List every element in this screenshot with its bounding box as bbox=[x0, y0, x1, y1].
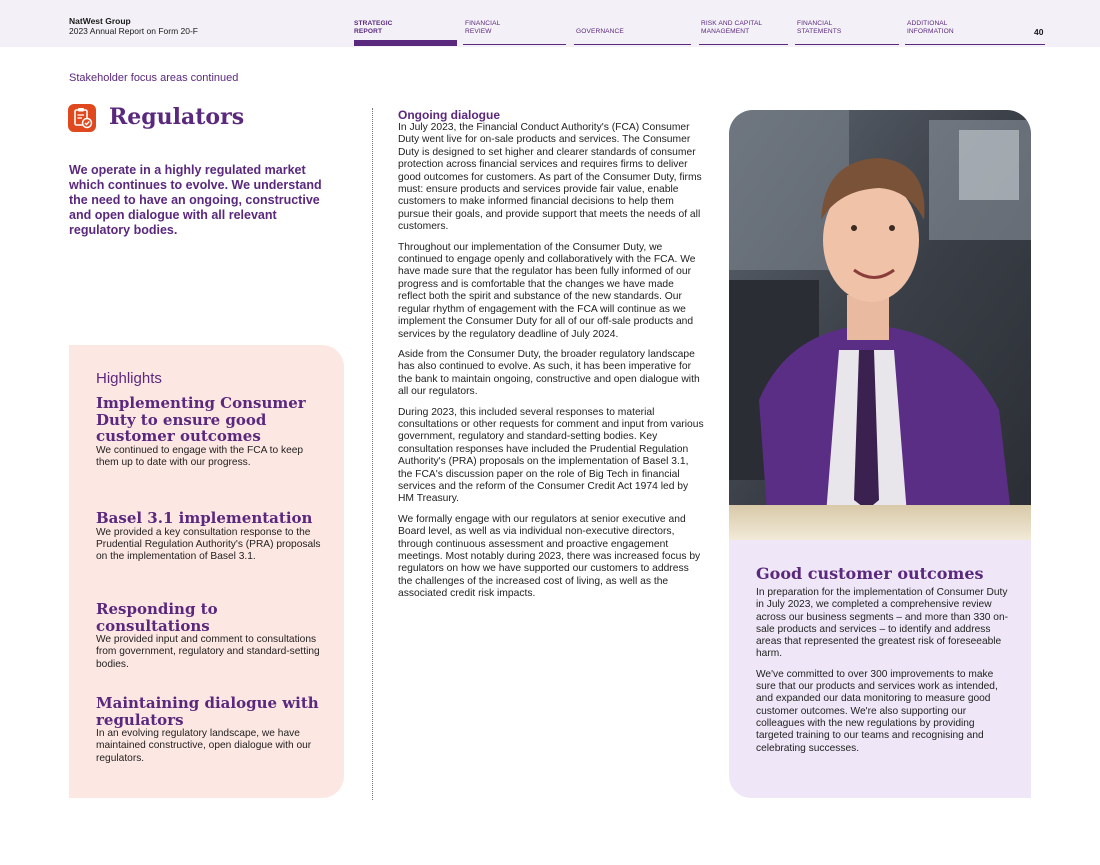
nav-additional-information[interactable]: ADDITIONAL INFORMATION bbox=[907, 20, 954, 35]
highlights-panel bbox=[69, 345, 344, 798]
brand bbox=[69, 16, 198, 36]
highlights-heading: Highlights bbox=[96, 370, 162, 387]
paragraph: During 2023, this included several responses to material consultations or other requests for comment and input from various government, regulatory and standard-setting bodies. Key consultation responses have included the Prudential Regulation Authority's (PRA) proposals on the implementation of Basel 3.1, the FCA's discussion paper on the role of Big Tech in financial services and the reform of the Consumer Credit Act 1974 led by HM Treasury. bbox=[398, 406, 704, 505]
report-name: 2023 Annual Report on Form 20-F bbox=[69, 26, 198, 36]
highlight-title: Responding to consultations bbox=[96, 600, 218, 635]
good-customer-outcomes-panel bbox=[729, 540, 1031, 798]
breadcrumb: Stakeholder focus areas continued bbox=[69, 72, 239, 84]
nav-financial-review[interactable]: FINANCIAL REVIEW bbox=[465, 20, 501, 35]
main-column bbox=[398, 108, 704, 609]
paragraph: Throughout our implementation of the Consumer Duty, we continued to engage openly and collaboratively with the FCA. We have made sure that the regulator has been fully informed of our progress and is comfortable that the changes we have made reflect both the spirit and substance of the new standards. Our regular rhythm of engagement with the FCA will continue as we implement the Consumer Duty for all of our off-sale products and services by the regulatory deadline of July 2024. bbox=[398, 241, 696, 340]
callout-title: Good customer outcomes bbox=[756, 564, 984, 583]
nav-underline bbox=[795, 44, 899, 45]
highlight-item bbox=[96, 395, 326, 469]
highlight-title: Implementing Consumer Duty to ensure good customer outcomes bbox=[96, 394, 306, 445]
highlight-title: Maintaining dialogue with regulators bbox=[96, 694, 319, 729]
nav-underline bbox=[574, 44, 691, 45]
nav-underline bbox=[699, 44, 788, 45]
nav-governance[interactable]: GOVERNANCE bbox=[576, 28, 624, 35]
page-number: 40 bbox=[1034, 27, 1044, 37]
paragraph: In July 2023, the Financial Conduct Authority's (FCA) Consumer Duty went live for on-sale products and services. The Consumer Duty is designed to set higher and clearer standards of consumer protection across financial services and requires firms to deliver good outcomes for customers. As part of the Consumer Duty, firms must: ensure products and services provide fair value, enable customers to make informed financial decisions to help them pursue their goals, and provide support that meets the needs of all customers. bbox=[398, 122, 702, 233]
nav-underline bbox=[463, 44, 566, 45]
callout-paragraph: We've committed to over 300 improvements to make sure that our products and services work as intended, and expanded our data monitoring to measure good customer outcomes. We're also supporting our colleagues with the new regulations by providing targeted training to our teams and recognising and celebrating successes. bbox=[756, 668, 998, 754]
paragraph: Aside from the Consumer Duty, the broader regulatory landscape has also continued to evolve. As such, it has been imperative for the bank to maintain ongoing, constructive and open dialogue with all our regulators. bbox=[398, 348, 700, 398]
callout-paragraph: In preparation for the implementation of Consumer Duty in July 2023, we completed a comprehensive review across our business segments – and more than 330 on-sale products and services – to identify and address areas that represented the greatest risk of foreseeable harm. bbox=[756, 587, 1009, 660]
nav-active-indicator bbox=[354, 40, 457, 46]
page-title: Regulators bbox=[109, 104, 245, 130]
nav-financial-statements[interactable]: FINANCIAL STATEMENTS bbox=[797, 20, 842, 35]
highlight-item bbox=[96, 695, 326, 765]
page-header bbox=[0, 0, 1100, 47]
company-name: NatWest Group bbox=[69, 16, 131, 26]
nav-underline bbox=[905, 44, 1045, 45]
highlight-title: Basel 3.1 implementation bbox=[96, 509, 313, 527]
highlight-item bbox=[96, 601, 326, 671]
column-divider bbox=[372, 108, 373, 800]
nav-risk-capital[interactable]: RISK AND CAPITAL MANAGEMENT bbox=[701, 20, 763, 35]
lead-statement: We operate in a highly regulated market which continues to evolve. We understand the need to have an ongoing, constructive and open dialogue with all relevant regulatory bodies. bbox=[69, 163, 322, 237]
highlight-text: We continued to engage with the FCA to keep them up to date with our progress. bbox=[96, 444, 304, 468]
section-heading: Ongoing dialogue bbox=[398, 108, 500, 122]
nav-strategic-report[interactable]: STRATEGIC REPORT bbox=[354, 20, 393, 35]
clipboard-check-icon bbox=[68, 104, 96, 132]
highlight-text: We provided input and comment to consultations from government, regulatory and standard-setting bodies. bbox=[96, 634, 320, 670]
colleague-photo bbox=[729, 110, 1031, 540]
highlight-item bbox=[96, 510, 326, 564]
paragraph: We formally engage with our regulators at senior executive and Board level, as well as via individual non-executive directors, through continuous assessment and proactive engagement meetings. Most notably during 2023, there was increased focus by regulators on how we have supported our customers to address the challenges of the increased cost of living, as well as the associated credit risk impacts. bbox=[398, 513, 701, 600]
highlight-text: We provided a key consultation response to the Prudential Regulation Authority's (PRA) proposals on the implementation of Basel 3.1. bbox=[96, 526, 321, 563]
highlight-text: In an evolving regulatory landscape, we have maintained constructive, open dialogue with our regulators. bbox=[96, 728, 312, 764]
